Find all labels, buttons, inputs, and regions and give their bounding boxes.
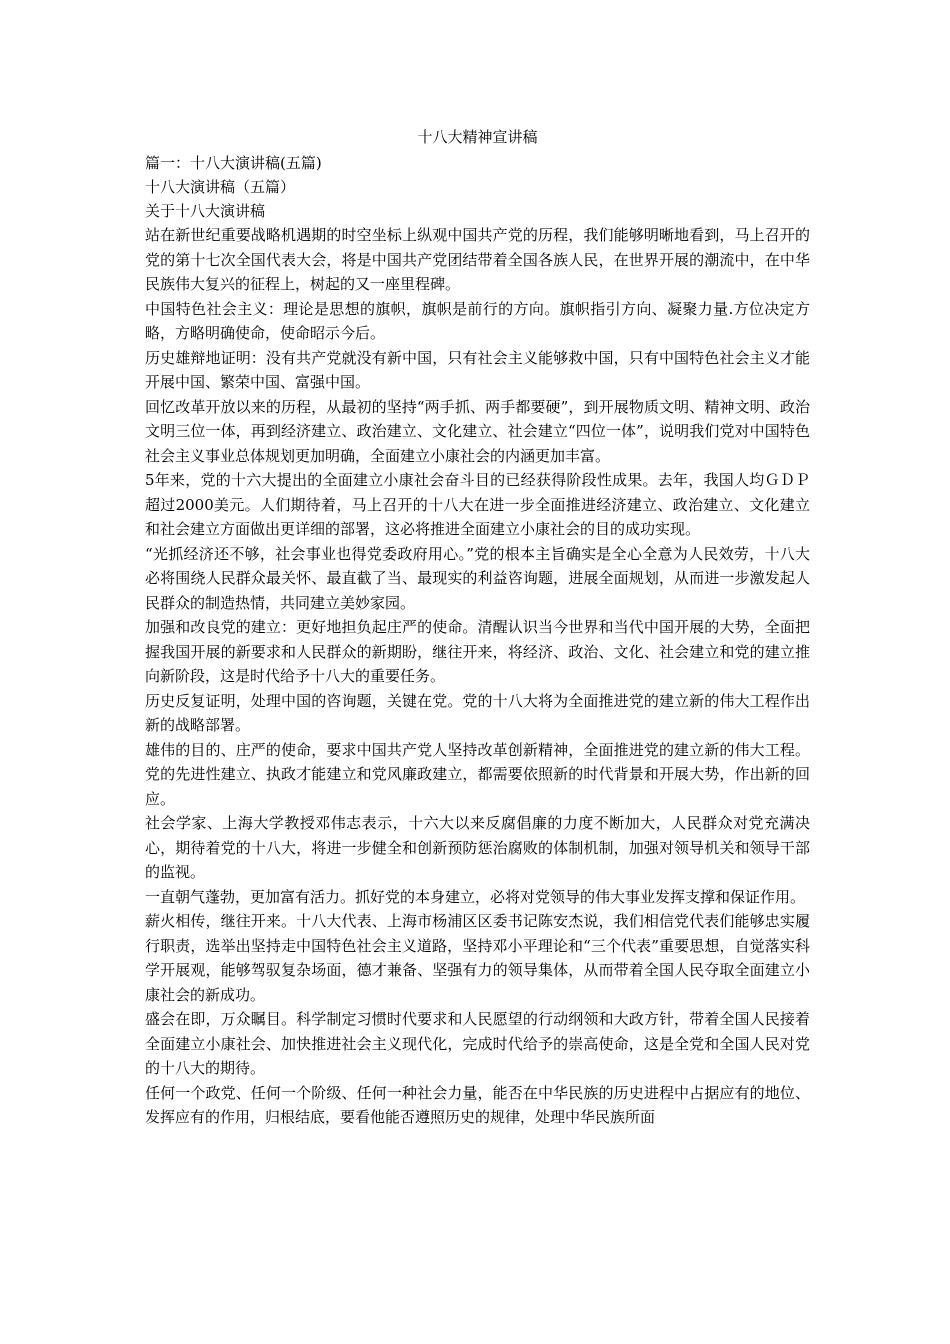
paragraph: 任何一个政党、任何一个阶级、任何一种社会力量，能否在中华民族的历史进程中占据应有的地位、发挥应有的作用，归根结底，要看他能否遵照历史的规律，处理中华民族所面 [145, 1083, 810, 1126]
heading-section-one: 篇一：十八大演讲稿(五篇) [145, 154, 322, 172]
paragraph: 一直朝气蓬勃，更加富有活力。抓好党的本身建立，必将对党领导的伟大事业发挥支撑和保证作用。 [145, 887, 806, 906]
document-title: 十八大精神宣讲稿 [417, 128, 538, 146]
document-page [145, 125, 810, 1130]
paragraph: 5年来，党的十六大提出的全面建立小康社会奋斗目的已经获得阶段性成果。去年，我国人均ＧＤＰ超过2000美元。人们期待着，马上召开的十八大在进一步全面推进经济建立、政治建立、文化建立和社会建立方面做出更详细的部署，这必将推进全面建立小康社会的目的成功实现。 [145, 471, 810, 538]
paragraph: 站在新世纪重要战略机遇期的时空坐标上纵观中国共产党的历程，我们能够明晰地看到，马上召开的党的第十七次全国代表大会，将是中国共产党团结带着全国各族人民，在世界开展的潮流中，在中华民族伟大复兴的征程上，树起的又一座里程碑。 [145, 226, 810, 293]
paragraph: 中国特色社会主义：理论是思想的旗帜，旗帜是前行的方向。旗帜指引方向、凝聚力量.方位决定方略，方略明确使命，使命昭示今后。 [145, 299, 810, 342]
heading-speech-five: 十八大演讲稿（五篇） [145, 178, 296, 196]
paragraph: “光抓经济还不够，社会事业也得党委政府用心。”党的根本主旨确实是全心全意为人民效劳，十八大必将围绕人民群众最关怀、最直截了当、最现实的利益咨询题，进展全面规划，从而进一步激发起人民群众的制造热情，共同建立美妙家园。 [145, 544, 810, 612]
paragraph: 加强和改良党的建立：更好地担负起庄严的使命。清醒认识当今世界和当代中国开展的大势，全面把握我国开展的新要求和人民群众的新期盼，继往开来，将经济、政治、文化、社会建立和党的建立推向新阶段，这是时代给予十八大的重要任务。 [145, 618, 810, 685]
paragraph: 历史反复证明，处理中国的咨询题，关键在党。党的十八大将为全面推进党的建立新的伟大工程作出新的战略部署。 [145, 691, 810, 734]
heading-about-speech: 关于十八大演讲稿 [145, 202, 266, 220]
paragraph: 盛会在即，万众瞩目。科学制定习惯时代要求和人民愿望的行动纲领和大政方针，带着全国人民接着全面建立小康社会、加快推进社会主义现代化，完成时代给予的崇高使命，这是全党和全国人民对党的十八大的期待。 [145, 1010, 810, 1077]
paragraph: 历史雄辩地证明：没有共产党就没有新中国，只有社会主义能够救中国，只有中国特色社会主义才能开展中国、繁荣中国、富强中国。 [145, 348, 810, 391]
paragraph: 社会学家、上海大学教授邓伟志表示，十六大以来反腐倡廉的力度不断加大，人民群众对党充满决心，期待着党的十八大，将进一步健全和创新预防惩治腐败的体制机制，加强对领导机关和领导干部的监视。 [145, 814, 810, 881]
paragraph: 回忆改革开放以来的历程，从最初的坚持“两手抓、两手都要硬”，到开展物质文明、精神文明、政治文明三位一体，再到经济建立、政治建立、文化建立、社会建立“四位一体”，说明我们党对中国特色社会主义事业总体规划更加明确，全面建立小康社会的内涵更加丰富。 [145, 397, 810, 465]
paragraph: 薪火相传，继往开来。十八大代表、上海市杨浦区区委书记陈安杰说，我们相信党代表们能够忠实履行职责，选举出坚持走中国特色社会主义道路，坚持邓小平理论和“三个代表”重要思想，自觉落实科学开展观，能够驾驭复杂场面，德才兼备、坚强有力的领导集体，从而带着全国人民夺取全面建立小康社会的新成功。 [145, 912, 810, 1004]
paragraph: 雄伟的目的、庄严的使命，要求中国共产党人坚持改革创新精神，全面推进党的建立新的伟大工程。党的先进性建立、执政才能建立和党风廉政建立，都需要依照新的时代背景和开展大势，作出新的回应。 [145, 740, 810, 808]
